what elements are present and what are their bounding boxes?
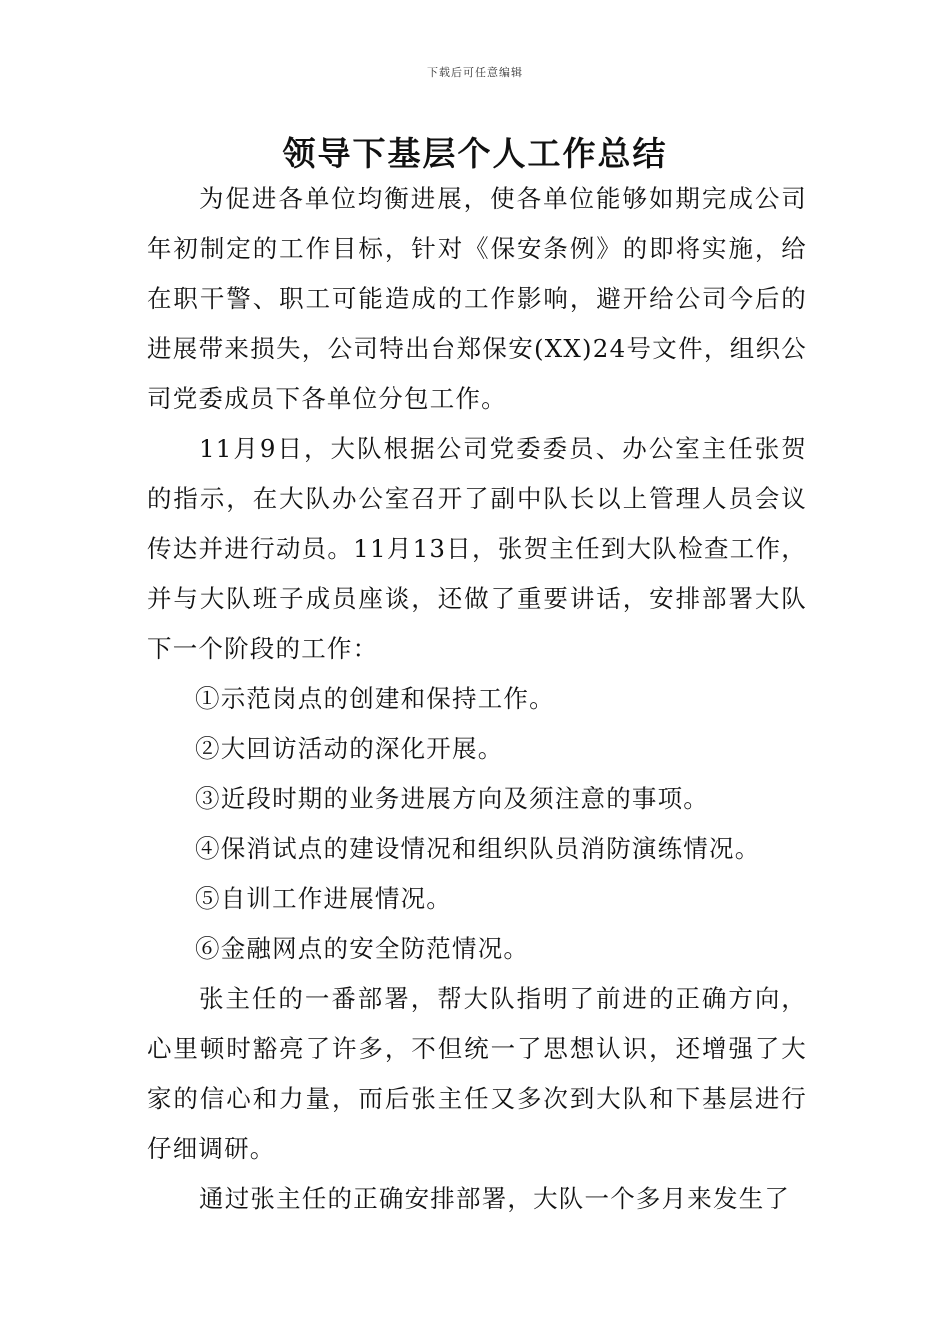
paragraph-intro-2: 11月9日，大队根据公司党委委员、办公室主任张贺的指示，在大队办公室召开了副中队长以上管理人员会议传达并进行动员。11月13日，张贺主任到大队检查工作，并与大队班子成员座谈，还做了重要讲话，安排部署大队下一个阶段的工作：	[147, 434, 807, 663]
paragraph-after-1: 张主任的一番部署，帮大队指明了前进的正确方向，心里顿时豁亮了许多，不但统一了思想认识，还增强了大家的信心和力量，而后张主任又多次到大队和下基层进行仔细调研。	[147, 984, 807, 1163]
document-title: 领导下基层个人工作总结	[282, 134, 668, 173]
list-item-1: ①示范岗点的创建和保持工作。	[195, 684, 555, 713]
list-item-3: ③近段时期的业务进展方向及须注意的事项。	[195, 784, 709, 813]
list-item-5: ⑤自训工作进展情况。	[195, 884, 452, 913]
paragraph-after-2: 通过张主任的正确安排部署，大队一个多月来发生了	[199, 1184, 791, 1213]
paragraph-intro-1: 为促进各单位均衡进展，使各单位能够如期完成公司年初制定的工作目标，针对《保安条例》的即将实施，给在职干警、职工可能造成的工作影响，避开给公司今后的进展带来损失，公司特出台郑保安(XX)24号文件，组织公司党委成员下各单位分包工作。	[147, 184, 807, 413]
list-item-2: ②大回访活动的深化开展。	[195, 734, 504, 763]
header-note: 下载后可任意编辑	[427, 66, 523, 79]
list-item-4: ④保消试点的建设情况和组织队员消防演练情况。	[195, 834, 761, 863]
list-item-6: ⑥金融网点的安全防范情况。	[195, 934, 530, 963]
document-body	[147, 174, 807, 1224]
